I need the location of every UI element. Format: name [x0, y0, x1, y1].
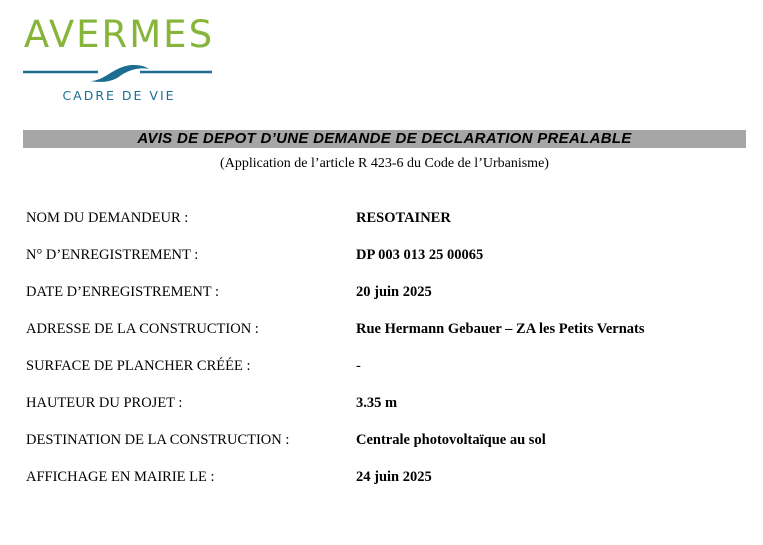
field-value: DP 003 013 25 00065: [356, 247, 484, 263]
notice-title: AVIS DE DEPOT D’UNE DEMANDE DE DECLARATION PREALABLE: [137, 130, 632, 147]
field-value: Centrale photovoltaïque au sol: [356, 432, 546, 448]
field-label: DESTINATION DE LA CONSTRUCTION :: [26, 432, 290, 448]
logo-wordmark: AVERMES: [23, 13, 215, 56]
field-label: NOM DU DEMANDEUR :: [26, 210, 189, 226]
field-row-destination: [26, 430, 746, 467]
avermes-logo: [22, 14, 216, 106]
field-label: AFFICHAGE EN MAIRIE LE :: [26, 469, 215, 485]
wave-icon: [22, 64, 216, 88]
field-value: 24 juin 2025: [356, 469, 432, 485]
notice-title-bar: [23, 130, 746, 148]
field-label: N° D’ENREGISTREMENT :: [26, 247, 199, 263]
field-label: HAUTEUR DU PROJET :: [26, 395, 183, 411]
field-value: 20 juin 2025: [356, 284, 432, 300]
field-value: Rue Hermann Gebauer – ZA les Petits Vernats: [356, 321, 645, 337]
field-value: -: [356, 358, 361, 374]
field-value: RESOTAINER: [356, 210, 451, 226]
notice-subtitle: (Application de l’article R 423-6 du Code de l’Urbanisme): [220, 156, 549, 171]
field-row-floor-area: [26, 356, 746, 393]
field-label: DATE D’ENREGISTREMENT :: [26, 284, 220, 300]
field-label: SURFACE DE PLANCHER CRÉÉE :: [26, 358, 251, 374]
logo-tagline: CADRE DE VIE: [62, 88, 176, 103]
field-value: 3.35 m: [356, 395, 398, 411]
field-row-applicant: [26, 208, 746, 245]
field-row-registration-date: [26, 282, 746, 319]
field-row-posting-date: [26, 467, 746, 504]
field-label: ADRESSE DE LA CONSTRUCTION :: [26, 321, 259, 337]
field-row-address: [26, 319, 746, 356]
field-row-registration-number: [26, 245, 746, 282]
notice-fields: [26, 208, 746, 504]
field-row-height: [26, 393, 746, 430]
